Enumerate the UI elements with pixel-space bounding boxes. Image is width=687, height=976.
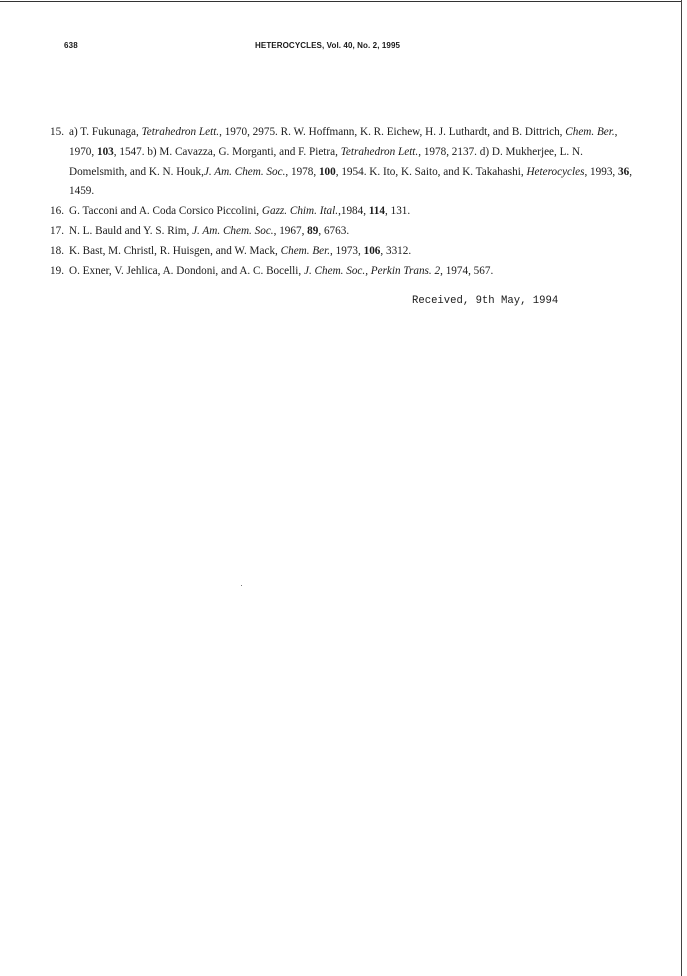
reference-19 xyxy=(52,262,632,282)
ref-text: , 1547. b) M. Cavazza, G. Morganti, and F. Pietra, xyxy=(113,145,341,158)
reference-number: 15. xyxy=(50,126,64,138)
reference-15 xyxy=(52,123,632,202)
volume: 114 xyxy=(368,205,385,218)
journal-name: J. Chem. Soc., Perkin Trans. 2 xyxy=(303,264,441,277)
reference-number: 16. xyxy=(50,205,64,218)
reference-number: 19. xyxy=(50,264,64,277)
reference-18 xyxy=(52,242,632,262)
ref-text: , 1973, xyxy=(330,244,364,257)
running-head: HETEROCYCLES, Vol. 40, No. 2, 1995 xyxy=(255,41,401,50)
ref-text: O. Exner, V. Jehlica, A. Dondoni, and A. C. Bocelli, xyxy=(69,264,304,277)
volume: 106 xyxy=(363,244,381,257)
volume: 103 xyxy=(96,145,114,158)
page-edge xyxy=(681,0,682,976)
ref-text: , 1967, xyxy=(273,224,308,237)
volume: 89 xyxy=(307,224,319,237)
ref-text: a) T. Fukunaga, xyxy=(69,126,142,138)
journal-name: J. Am. Chem. Soc. xyxy=(203,165,286,178)
ref-text: , 1954. K. Ito, K. Saito, and K. Takahashi, xyxy=(335,165,527,178)
journal-name: Tetrahedron Lett. xyxy=(340,145,419,158)
reference-list xyxy=(52,123,632,281)
ref-text: G. Tacconi and A. Coda Corsico Piccolini, xyxy=(69,205,262,218)
page-number: 638 xyxy=(64,41,78,50)
journal-name: Heterocycles xyxy=(526,165,585,178)
ref-text: N. L. Bauld and Y. S. Rim, xyxy=(69,224,193,237)
ref-text: , 1970, xyxy=(69,126,618,158)
ref-text: K. Bast, M. Christl, R. Huisgen, and W. Mack, xyxy=(69,244,281,257)
journal-name: Tetrahedron Lett. xyxy=(141,126,220,138)
journal-name: Gazz. Chim. Ital. xyxy=(261,205,339,218)
volume: 100 xyxy=(318,165,336,178)
scan-speck xyxy=(241,585,242,586)
reference-number: 17. xyxy=(50,224,64,237)
ref-text: , 6763. xyxy=(318,224,350,237)
ref-text: ,1984, xyxy=(338,205,369,218)
top-rule xyxy=(0,1,682,2)
ref-text: , 1978, 2137. d) D. Mukherjee, L. N. Domelsmith, and K. N. Houk, xyxy=(69,145,583,178)
journal-name: Chem. Ber. xyxy=(280,244,331,257)
received-date: Received, 9th May, 1994 xyxy=(412,295,559,307)
ref-text: , 1970, 2975. R. W. Hoffmann, K. R. Eichew, H. J. Luthardt, and B. Dittrich, xyxy=(219,126,566,138)
ref-text: , 1993, xyxy=(584,165,619,178)
volume: 36 xyxy=(618,165,630,178)
ref-text: , 1974, 567. xyxy=(440,264,494,277)
ref-text: , 3312. xyxy=(380,244,412,257)
ref-text: , 1459. xyxy=(69,165,632,198)
ref-text: , 131. xyxy=(385,205,411,218)
reference-number: 18. xyxy=(50,244,64,257)
reference-17 xyxy=(52,222,632,242)
journal-name: Chem. Ber. xyxy=(565,126,615,138)
reference-16 xyxy=(52,202,632,222)
ref-text: , 1978, xyxy=(285,165,319,178)
journal-name: J. Am. Chem. Soc. xyxy=(192,224,274,237)
